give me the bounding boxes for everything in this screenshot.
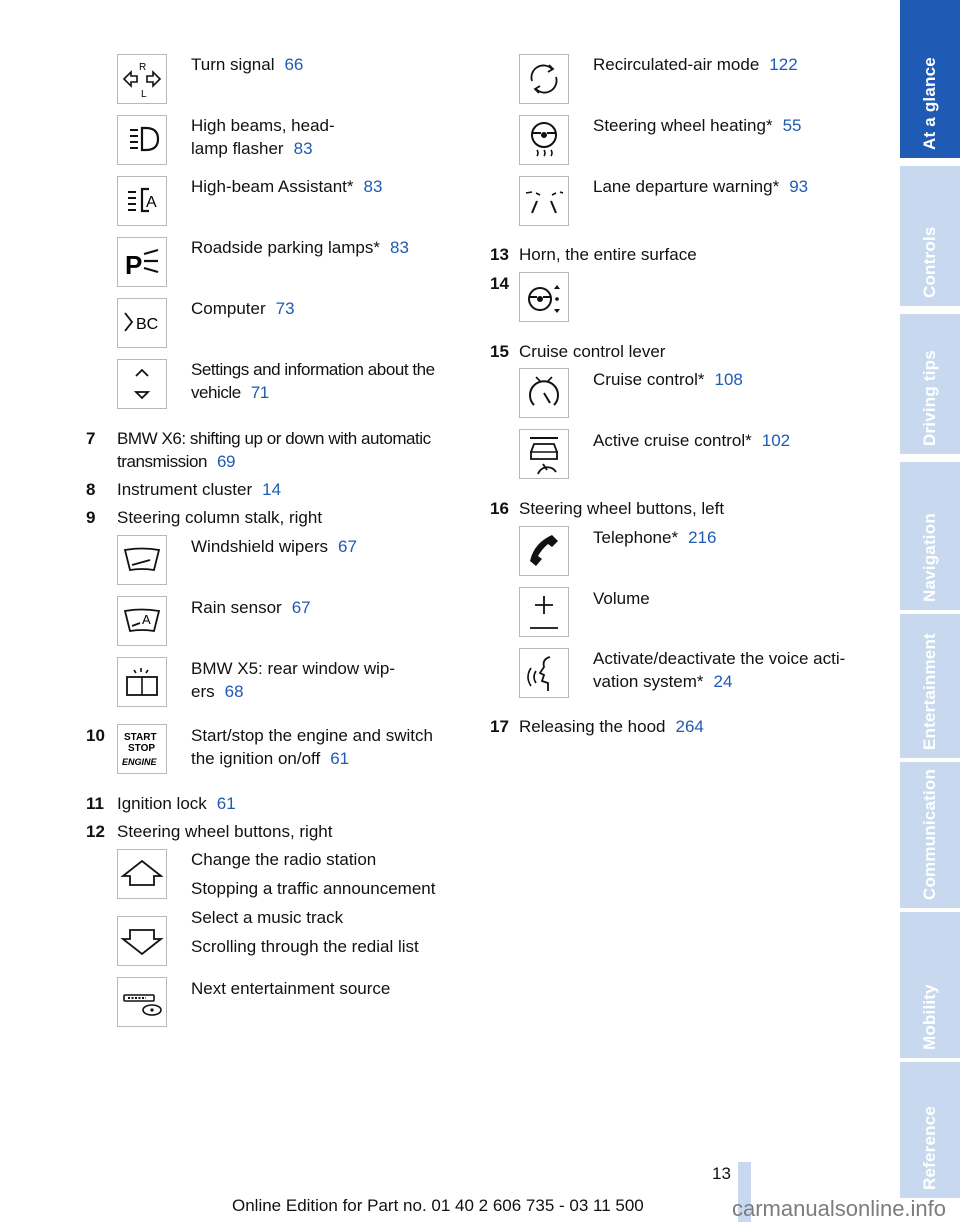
page-ref-link[interactable]: 66 (284, 55, 304, 74)
page-ref-link[interactable]: 71 (250, 383, 269, 402)
svg-text:A: A (142, 612, 151, 627)
page-ref-link[interactable]: 83 (293, 139, 313, 158)
item-17-text: Releasing the hood 264 (519, 717, 704, 736)
high-beams-label: High beams, head- lamp flasher 83 (191, 116, 335, 158)
tab-mobility[interactable] (900, 912, 960, 1058)
tab-label: Communication (920, 768, 939, 900)
page-ref-link[interactable]: 67 (338, 537, 357, 556)
svg-text:ENGINE: ENGINE (122, 757, 157, 767)
steering-wheel-buttons-icon (519, 272, 569, 322)
cruise-label: Cruise control* 108 (593, 370, 743, 389)
tab-label: Controls (920, 226, 939, 298)
start-stop-button-icon (117, 724, 167, 774)
arrow-down-icon (117, 916, 167, 966)
tab-label: Mobility (920, 984, 939, 1050)
computer-label: Computer 73 (191, 299, 295, 318)
tab-at-a-glance[interactable] (900, 0, 960, 158)
wipers-label: Windshield wipers 67 (191, 537, 357, 556)
high-beam-assistant-icon (117, 176, 167, 226)
item-8-text: Instrument cluster 14 (117, 480, 282, 499)
tab-label: Driving tips (920, 350, 939, 446)
edition-line: Online Edition for Part no. 01 40 2 606 735 - 03 11 500 (232, 1196, 644, 1215)
item-16-text: Steering wheel buttons, left (519, 499, 725, 518)
parking-lamps-label: Roadside parking lamps* 83 (191, 238, 409, 257)
page-ref-link[interactable]: 61 (216, 794, 236, 813)
voice-activation-icon (519, 648, 569, 698)
item-number: 7 (86, 429, 96, 448)
page-ref-link[interactable]: 24 (713, 672, 733, 691)
rear-wiper-icon (117, 657, 167, 707)
active-cruise-control-icon (519, 429, 569, 479)
high-beam-assistant-label: High-beam Assistant* 83 (191, 177, 383, 196)
page-number: 13 (712, 1164, 731, 1183)
telephone-label: Telephone* 216 (593, 528, 717, 547)
page-ref-link[interactable]: 73 (275, 299, 295, 318)
parking-lamps-icon (117, 237, 167, 287)
page-ref-link[interactable]: 69 (217, 452, 236, 471)
item-9-text: Steering column stalk, right (117, 508, 323, 527)
lane-departure-label: Lane departure warning* 93 (593, 177, 809, 196)
settings-label: Settings and information about the vehicle 71 (191, 360, 435, 402)
page-ref-link[interactable]: 14 (262, 480, 282, 499)
page-ref-link[interactable]: 68 (224, 682, 244, 701)
page-ref-link[interactable]: 216 (688, 528, 717, 547)
telephone-icon (519, 526, 569, 576)
page-ref-link[interactable]: 122 (769, 55, 798, 74)
item-number: 9 (86, 508, 96, 527)
next-source-label: Next entertainment source (191, 979, 391, 998)
tab-label: At a glance (920, 57, 939, 150)
item-number: 13 (490, 245, 509, 264)
recirculated-air-icon (519, 54, 569, 104)
svg-text:START: START (124, 732, 157, 743)
turn-signal-label: Turn signal 66 (191, 55, 304, 74)
page-ref-link[interactable]: 55 (782, 116, 802, 135)
item-12-text: Steering wheel buttons, right (117, 822, 333, 841)
page-ref-link[interactable]: 93 (789, 177, 809, 196)
page-ref-link[interactable]: 83 (363, 177, 383, 196)
up-button-label: Change the radio station Stopping a traffic announcement (191, 850, 436, 898)
tab-communication[interactable] (900, 762, 960, 908)
turn-signal-icon (117, 54, 167, 104)
item-15-text: Cruise control lever (519, 342, 666, 361)
volume-label: Volume (593, 589, 650, 608)
page-ref-link[interactable]: 264 (675, 717, 704, 736)
windshield-wipers-icon (117, 535, 167, 585)
svg-text:P: P (125, 250, 143, 280)
chapter-sidebar (900, 0, 960, 1222)
down-button-label: Select a music track Scrolling through the redial list (191, 908, 419, 956)
page-ref-link[interactable]: 67 (291, 598, 311, 617)
tab-label: Entertainment (920, 633, 939, 750)
rear-wipers-label: BMW X5: rear window wip- ers 68 (191, 659, 396, 701)
volume-icon (519, 587, 569, 637)
item-number: 15 (490, 342, 509, 361)
high-beams-icon (117, 115, 167, 165)
tab-controls[interactable] (900, 166, 960, 306)
page-ref-link[interactable]: 102 (761, 431, 791, 450)
settings-arrows-icon (117, 359, 167, 409)
svg-text:A: A (146, 194, 157, 211)
item-number: 12 (86, 822, 105, 841)
lane-departure-icon (519, 176, 569, 226)
tab-label: Navigation (920, 513, 939, 602)
tab-driving-tips[interactable] (900, 314, 960, 454)
item-10-text: Start/stop the engine and switch the ignition on/off 61 (191, 726, 433, 768)
rain-sensor-label: Rain sensor 67 (191, 598, 311, 617)
steering-wheel-heating-icon (519, 115, 569, 165)
active-cruise-label: Active cruise control* 102 (593, 431, 791, 450)
item-13-text: Horn, the entire surface (519, 245, 697, 264)
item-11-text: Ignition lock 61 (117, 794, 236, 813)
page-ref-link[interactable]: 83 (390, 238, 409, 257)
page-ref-link[interactable]: 61 (330, 749, 350, 768)
tab-entertainment[interactable] (900, 614, 960, 758)
tab-label: Reference (920, 1105, 939, 1190)
tab-navigation[interactable] (900, 462, 960, 610)
page-ref-link[interactable]: 108 (714, 370, 743, 389)
cruise-control-icon (519, 368, 569, 418)
rain-sensor-icon (117, 596, 167, 646)
item-number: 10 (86, 726, 105, 745)
wheel-heating-label: Steering wheel heating* 55 (593, 116, 802, 135)
watermark: carmanualsonline.info (732, 1196, 947, 1221)
item-number: 14 (490, 274, 509, 293)
item-7-text: BMW X6: shifting up or down with automatic transmission 69 (117, 429, 431, 471)
voice-label: Activate/deactivate the voice acti- vation system* 24 (593, 649, 846, 691)
svg-text:R: R (139, 62, 147, 73)
svg-text:L: L (141, 89, 147, 100)
recirc-label: Recirculated-air mode 122 (593, 55, 798, 74)
arrow-up-icon (117, 849, 167, 899)
item-number: 11 (86, 794, 104, 813)
tab-reference[interactable] (900, 1062, 960, 1198)
computer-icon (117, 298, 167, 348)
svg-text:BC: BC (136, 316, 159, 333)
item-number: 17 (490, 717, 509, 736)
svg-text:STOP: STOP (128, 743, 156, 754)
item-number: 8 (86, 480, 96, 499)
entertainment-source-icon (117, 977, 167, 1027)
item-number: 16 (490, 499, 509, 518)
